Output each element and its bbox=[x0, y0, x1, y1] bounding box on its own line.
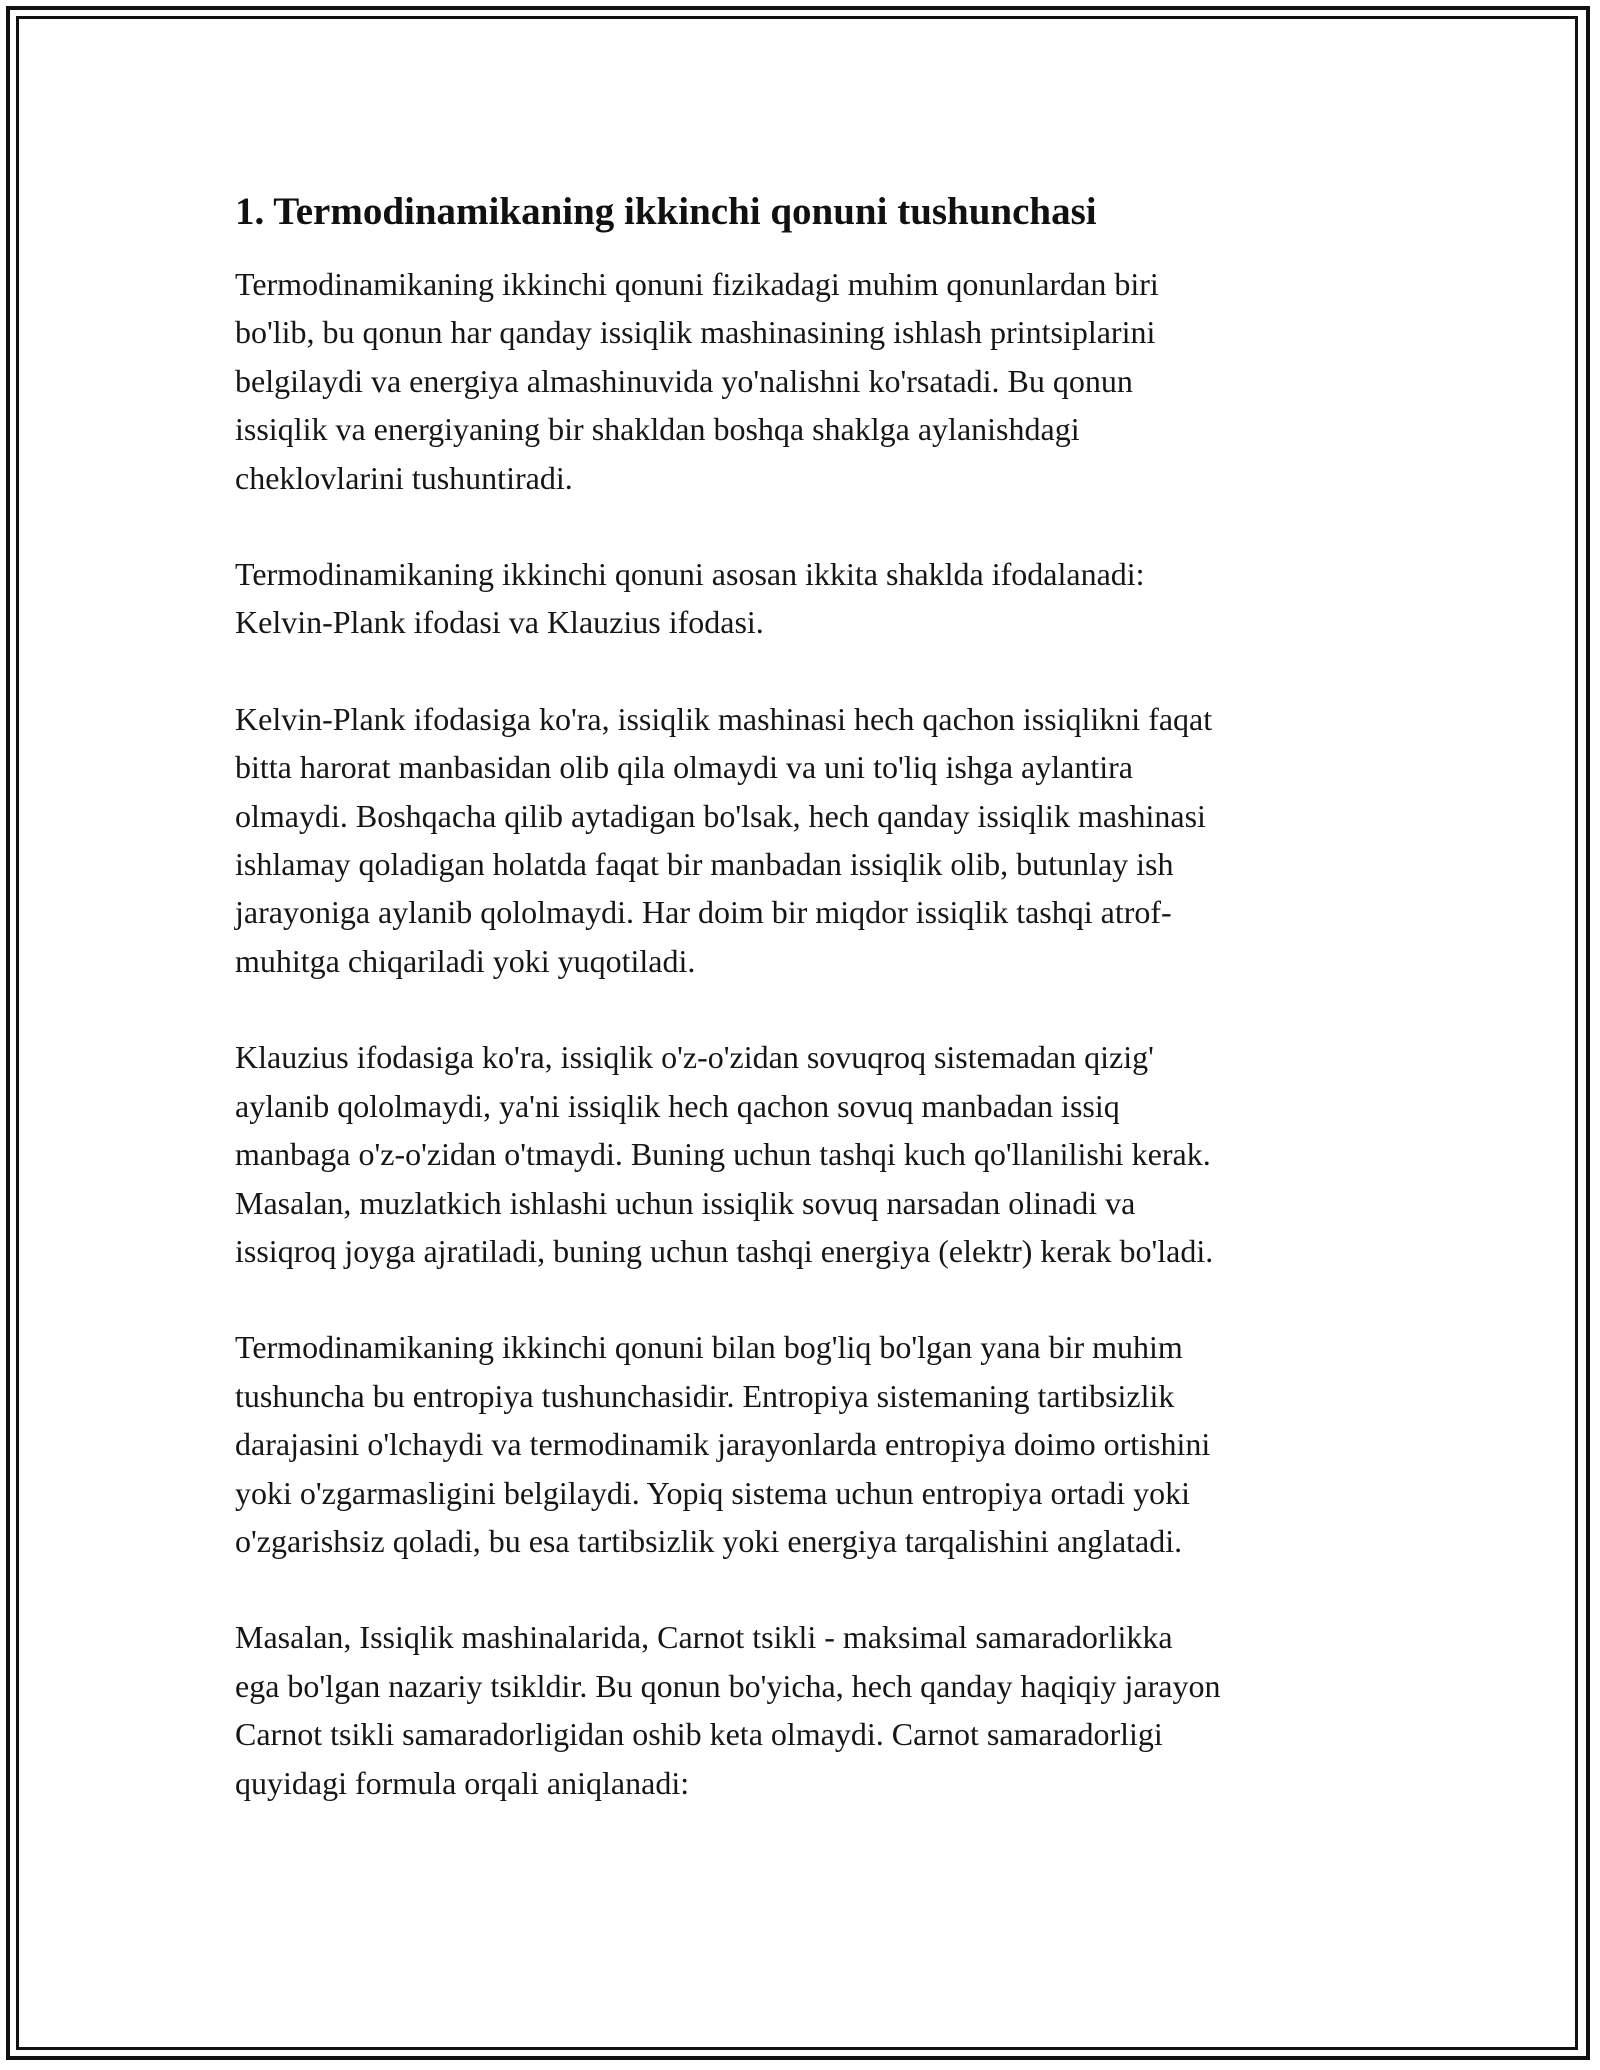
paragraph-2 bbox=[235, 550, 1375, 647]
text-line: tushuncha bu entropiya tushunchasidir. Entropiya sistemaning tartibsizlik bbox=[235, 1377, 1175, 1414]
paragraph-4 bbox=[235, 1033, 1375, 1275]
text-line: issiqlik va energiyaning bir shakldan boshqa shaklga aylanishdagi bbox=[235, 411, 1080, 448]
text-line: issiqroq joyga ajratiladi, buning uchun tashqi energiya (elektr) kerak bo'ladi. bbox=[235, 1232, 1214, 1269]
section-heading: 1. Termodinamikaning ikkinchi qonuni tushunchasi bbox=[235, 190, 1097, 233]
text-line: Termodinamikaning ikkinchi qonuni bilan bog'liq bo'lgan yana bir muhim bbox=[235, 1329, 1183, 1366]
paragraph-5 bbox=[235, 1323, 1375, 1565]
text-line: Termodinamikaning ikkinchi qonuni fizikadagi muhim qonunlardan biri bbox=[235, 266, 1159, 302]
text-line: ega bo'lgan nazariy tsikldir. Bu qonun bo'yicha, hech qanday haqiqiy jarayon bbox=[235, 1667, 1221, 1704]
paragraph-6 bbox=[235, 1613, 1375, 1807]
paragraph-3 bbox=[235, 695, 1375, 985]
text-line: jarayoniga aylanib qololmaydi. Har doim bir miqdor issiqlik tashqi atrof- bbox=[235, 894, 1172, 931]
text-line: bitta harorat manbasidan olib qila olmaydi va uni to'liq ishga aylantira bbox=[235, 749, 1133, 786]
text-line: muhitga chiqariladi yoki yuqotiladi. bbox=[235, 942, 696, 979]
text-line: Termodinamikaning ikkinchi qonuni asosan ikkita shaklda ifodalanadi: bbox=[235, 556, 1145, 593]
text-line: Masalan, muzlatkich ishlashi uchun issiqlik sovuq narsadan olinadi va bbox=[235, 1184, 1136, 1221]
text-line: Klauzius ifodasiga ko'ra, issiqlik o'z-o'zidan sovuqroq sistemadan qizig' bbox=[235, 1039, 1154, 1076]
text-line: olmaydi. Boshqacha qilib aytadigan bo'lsak, hech qanday issiqlik mashinasi bbox=[235, 797, 1206, 834]
text-line: belgilaydi va energiya almashinuvida yo'nalishni ko'rsatadi. Bu qonun bbox=[235, 362, 1133, 399]
text-line: quyidagi formula orqali aniqlanadi: bbox=[235, 1764, 690, 1801]
text-line: yoki o'zgarmasligini belgilaydi. Yopiq sistema uchun entropiya ortadi yoki bbox=[235, 1474, 1190, 1511]
text-line: cheklovlarini tushuntiradi. bbox=[235, 459, 573, 496]
text-line: Kelvin-Plank ifodasiga ko'ra, issiqlik mashinasi hech qachon issiqlikni faqat bbox=[235, 700, 1213, 737]
document-body bbox=[235, 186, 1375, 1855]
text-line: manbaga o'z-o'zidan o'tmaydi. Buning uchun tashqi kuch qo'llanilishi kerak. bbox=[235, 1136, 1211, 1173]
text-line: aylanib qololmaydi, ya'ni issiqlik hech qachon sovuq manbadan issiq bbox=[235, 1087, 1120, 1124]
text-line: bo'lib, bu qonun har qanday issiqlik mashinasining ishlash printsiplarini bbox=[235, 314, 1156, 351]
paragraph-1 bbox=[235, 260, 1375, 502]
text-line: Masalan, Issiqlik mashinalarida, Carnot tsikli - maksimal samaradorlikka bbox=[235, 1619, 1173, 1656]
text-line: Carnot tsikli samaradorligidan oshib keta olmaydi. Carnot samaradorligi bbox=[235, 1716, 1163, 1753]
text-line: darajasini o'lchaydi va termodinamik jarayonlarda entropiya doimo ortishini bbox=[235, 1426, 1211, 1463]
text-line: o'zgarishsiz qoladi, bu esa tartibsizlik yoki energiya tarqalishini anglatadi. bbox=[235, 1522, 1183, 1559]
text-line: Kelvin-Plank ifodasi va Klauzius ifodasi. bbox=[235, 604, 764, 641]
text-line: ishlamay qoladigan holatda faqat bir manbadan issiqlik olib, butunlay ish bbox=[235, 846, 1174, 883]
